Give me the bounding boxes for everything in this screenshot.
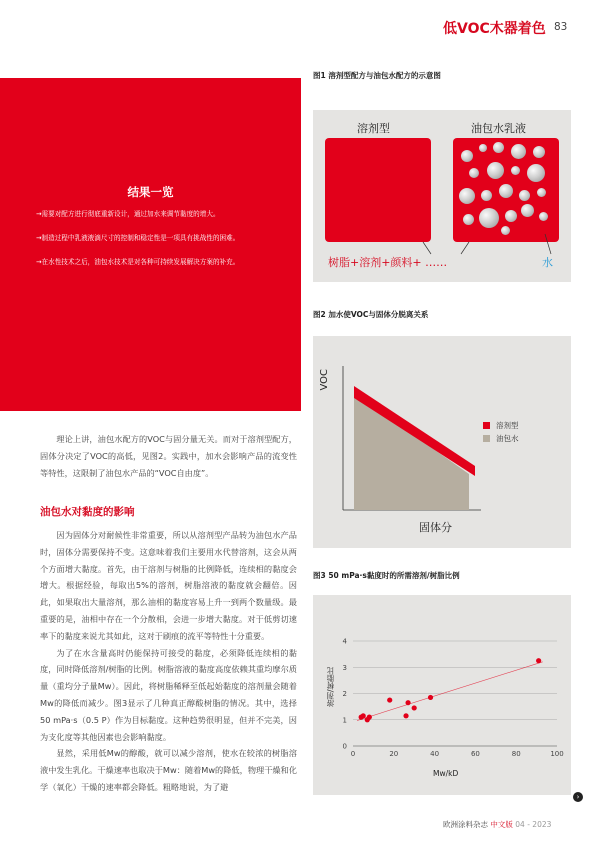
summary-item: →在水性技术之后，油包水技术是对各种可持续发展解决方案的补充。 <box>36 258 240 266</box>
chart-point <box>387 697 392 702</box>
figure1 <box>313 110 571 282</box>
chart-point <box>367 715 372 720</box>
chart-point <box>361 713 366 718</box>
chart-x-tick-label: 100 <box>550 750 564 758</box>
section-heading: 油包水对黏度的影响 <box>40 506 135 518</box>
legend-waterborne <box>483 433 519 444</box>
figure2-diagram <box>313 336 571 548</box>
legend-solvent <box>483 420 519 431</box>
footer-issue: 04 - 2023 <box>515 820 552 829</box>
legend-swatch <box>483 422 490 429</box>
section-body <box>40 527 297 796</box>
chart-y-label: 溶剂/树脂比 <box>326 667 335 708</box>
chart-point <box>428 695 433 700</box>
chart-y-tick-label: 3 <box>342 663 347 672</box>
body-paragraph: 因为固体分对耐候性非常重要，所以从溶剂型产品转为油包水产品时，固体分需要保持不变。这意味着我们主要用水代替溶剂，这会从两个方面增大黏度。首先，由于溶剂与树脂的比例降低，连续相的黏度会增大。根据经验，每取出5%的溶剂，树脂溶液的黏度就会翻倍。因此，如果取出大量溶剂，那么油相的黏度容易上升一到两个数量级。最重要的是，油相中存在一个分散相，会进一步增大黏度。对于低剪切速率下的黏度来说尤其如此，这对于刷痕的流平等特性十分重要。 <box>40 530 297 641</box>
figure2-y-label: VOC <box>319 369 330 391</box>
figure2-caption: 图2 加水使VOC与固体分脱离关系 <box>313 310 429 319</box>
figure3 <box>313 595 571 795</box>
chart-x-tick-label: 20 <box>389 750 399 758</box>
chart-x-tick-label: 40 <box>430 750 440 758</box>
intro-block <box>40 431 297 481</box>
figure2-x-label: 固体分 <box>419 521 452 534</box>
chart-trendline <box>357 662 543 721</box>
footer <box>443 819 551 830</box>
body-paragraph: 为了在水含量高时仍能保持可接受的黏度，必须降低连续相的黏度，同时降低溶剂/树脂的比例。树脂溶液的黏度高度依赖其重均摩尔质量（重均分子量Mw）。因此，将树脂稀释至低起始黏度的溶剂量会随着Mw的降低而减少。图3显示了几种真正醇酸树脂的情况。其中，选择50 mPa·s（0.5 P）作为目标黏度。这种趋势很明显，但并不完美，因为支化度等其他因素也会影响黏度。 <box>40 647 297 742</box>
summary-title: 结果一览 <box>127 185 174 199</box>
chart-y-tick-label: 0 <box>342 742 347 751</box>
legend-swatch <box>483 435 490 442</box>
figure3-caption: 图3 50 mPa·s黏度时的所需溶剂/树脂比例 <box>313 571 460 580</box>
page-number: 83 <box>554 21 568 33</box>
chart-x-label: Mw/kD <box>433 769 459 778</box>
legend-label: 溶剂型 <box>496 421 519 430</box>
chart-x-tick-label: 80 <box>511 750 521 758</box>
chart-point <box>403 713 408 718</box>
chart-x-tick-label: 0 <box>350 750 356 758</box>
chart-point <box>412 705 417 710</box>
figure1-label-solvent: 溶剂型 <box>357 122 390 135</box>
intro-paragraph: 理论上讲，油包水配方的VOC与固分量无关。而对于溶剂型配方，固体分决定了VOC的高低，见图2。实践中，加水会影响产品的流变性等特性，这限制了油包水产品的“VOC自由度”。 <box>40 434 297 478</box>
summary-item: →需要对配方进行彻底重新设计，通过加水来调节黏度的增大。 <box>36 210 220 218</box>
legend-label: 油包水 <box>496 434 519 443</box>
summary-item: →制造过程中乳液液滴尺寸的控制和稳定性是一项具有挑战性的困难。 <box>36 234 240 242</box>
footer-edition: 中文版 <box>490 820 513 829</box>
body-paragraph: 显然，采用低Mw的醇酸，就可以减少溶剂，使水在较浓的树脂溶液中发生乳化。干燥速率也取决于Mw：随着Mw的降低，物理干燥和化学（氧化）干燥的速率都会降低。粗略地说，为了避 <box>40 748 297 792</box>
arrow-right-circle-icon[interactable]: › <box>573 792 583 802</box>
running-header-title: 低VOC木器着色 <box>443 21 546 37</box>
chart-point <box>536 658 541 663</box>
chart-y-tick-label: 2 <box>342 690 347 698</box>
footer-magazine: 欧洲涂料杂志 <box>443 820 488 829</box>
chart-y-tick-label: 4 <box>342 637 347 646</box>
figure2 <box>313 336 571 548</box>
figure1-oil-phase-label: 树脂+溶剂+颜料+ …… <box>328 256 448 269</box>
chart-x-tick-label: 60 <box>470 750 480 758</box>
figure1-caption: 图1 溶剂型配方与油包水配方的示意图 <box>313 71 441 80</box>
chart-y-tick-label: 1 <box>342 716 347 725</box>
figure1-label-emulsion: 油包水乳液 <box>471 122 526 135</box>
summary-box <box>0 78 301 411</box>
chart-svg <box>313 595 571 765</box>
figure1-water-label: 水 <box>542 256 553 269</box>
chart-point <box>405 700 410 705</box>
